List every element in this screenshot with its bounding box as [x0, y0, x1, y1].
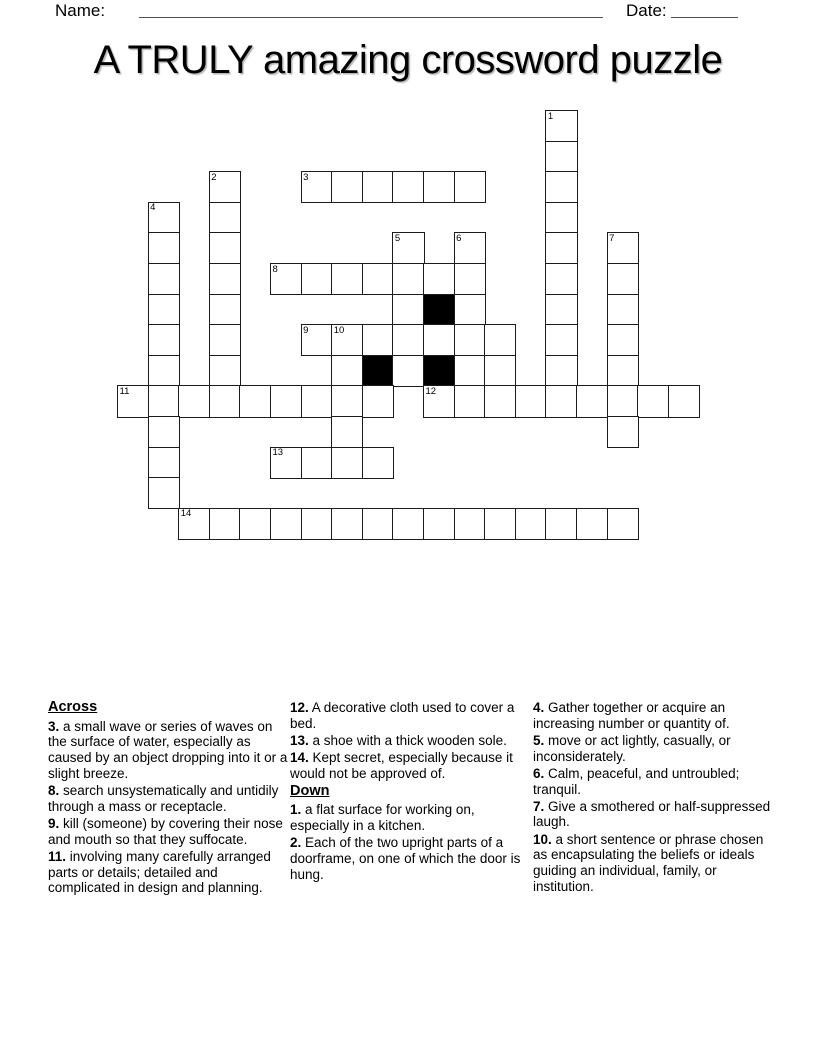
grid-cell[interactable] [301, 324, 333, 356]
grid-cell[interactable] [178, 385, 210, 417]
grid-cell[interactable] [209, 263, 241, 295]
grid-cell[interactable] [148, 447, 180, 479]
grid-cell[interactable] [392, 232, 424, 264]
date-fill-line[interactable] [671, 0, 738, 18]
grid-cell[interactable] [148, 202, 180, 234]
cell-number: 3 [303, 171, 309, 183]
clue-down-10: 10. a short sentence or phrase chosen as encapsulating the beliefs or ideals guiding an individual, family, or institution. [533, 831, 764, 894]
grid-cell[interactable] [392, 263, 424, 295]
grid-cell[interactable] [454, 355, 486, 387]
clue-column-1 [48, 700, 288, 897]
grid-cell[interactable] [454, 324, 486, 356]
grid-cell[interactable] [545, 324, 577, 356]
grid-cell[interactable] [331, 447, 363, 479]
cell-number: 8 [272, 263, 278, 275]
grid-cell[interactable] [362, 324, 394, 356]
grid-cell[interactable] [454, 171, 486, 203]
across-heading: Across [48, 699, 98, 715]
grid-cell[interactable] [607, 263, 639, 295]
cell-number: 2 [211, 171, 217, 183]
cell-number: 5 [394, 232, 401, 244]
grid-cell[interactable] [148, 416, 180, 448]
clue-across-14: 14. Kept secret, especially because it would not be approved of. [290, 750, 513, 781]
cell-number: 7 [609, 232, 615, 244]
grid-cell[interactable] [117, 385, 149, 417]
cell-number: 10 [333, 324, 345, 336]
grid-cell[interactable] [392, 355, 424, 387]
grid-cell[interactable] [301, 171, 333, 203]
grid-cell[interactable] [178, 508, 210, 540]
clue-number: 14. [290, 750, 309, 766]
grid-cell[interactable] [148, 385, 180, 417]
grid-cell[interactable] [270, 447, 302, 479]
cell-number: 6 [456, 232, 462, 244]
clue-down-4: 4. Gather together or acquire an increasing number or quantity of. [533, 700, 730, 731]
grid-cell[interactable] [209, 202, 241, 234]
grid-cell[interactable] [515, 508, 547, 540]
cell-number: 9 [303, 324, 309, 336]
grid-cell[interactable] [301, 263, 333, 295]
grid-cell[interactable] [331, 416, 363, 448]
grid-cell[interactable] [270, 508, 302, 540]
grid-cell[interactable] [331, 508, 363, 540]
grid-cell[interactable] [301, 385, 333, 417]
grid-cell[interactable] [331, 263, 363, 295]
clue-across-3: 3. a small wave or series of waves on the surface of water, especially as caused by an object dropping into it or a slight breeze. [48, 718, 288, 781]
grid-cell[interactable] [301, 447, 333, 479]
clue-across-8: 8. search unsystematically and untidily through a mass or receptacle. [48, 783, 279, 814]
grid-cell[interactable] [270, 263, 302, 295]
grid-cell[interactable] [209, 355, 241, 387]
grid-cell[interactable] [362, 171, 394, 203]
grid-cell[interactable] [545, 508, 577, 540]
clue-number: 5. [533, 732, 545, 748]
grid-cell[interactable] [392, 171, 424, 203]
grid-cell[interactable] [209, 385, 241, 417]
clue-number: 9. [48, 815, 60, 831]
grid-cell[interactable] [423, 171, 455, 203]
grid-cell[interactable] [209, 508, 241, 540]
grid-cell[interactable] [392, 508, 424, 540]
grid-cell[interactable] [148, 477, 180, 509]
grid-cell[interactable] [484, 324, 516, 356]
grid-cell-black [362, 355, 394, 387]
clue-down-5: 5. move or act lightly, casually, or inconsiderately. [533, 732, 731, 764]
cell-number: 11 [119, 385, 130, 397]
page-title: A TRULY amazing crossword puzzle [93, 38, 723, 82]
grid-cell[interactable] [209, 294, 241, 326]
grid-cell[interactable] [331, 171, 363, 203]
grid-cell[interactable] [454, 232, 486, 264]
cell-number: 12 [425, 385, 437, 397]
grid-cell[interactable] [607, 416, 639, 448]
clue-across-13: 13. a shoe with a thick wooden sole. [290, 732, 507, 748]
grid-cell[interactable] [545, 202, 577, 234]
grid-cell[interactable] [607, 508, 639, 540]
date-label: Date: [626, 1, 667, 20]
clue-number: 2. [290, 835, 302, 851]
grid-cell[interactable] [454, 385, 486, 417]
grid-cell[interactable] [454, 508, 486, 540]
grid-cell[interactable] [239, 508, 271, 540]
grid-cell[interactable] [331, 324, 363, 356]
clue-down-6: 6. Calm, peaceful, and untroubled; tranquil. [533, 765, 740, 797]
clue-across-12: 12. A decorative cloth used to cover a bed. [290, 700, 515, 731]
cell-number: 14 [180, 508, 192, 520]
grid-cell[interactable] [392, 324, 424, 356]
grid-cell[interactable] [423, 263, 455, 295]
grid-cell[interactable] [209, 232, 241, 264]
grid-cell[interactable] [454, 263, 486, 295]
clue-across-11: 11. involving many carefully arranged parts or details; detailed and complicated in design and planning. [48, 848, 271, 896]
grid-cell[interactable] [484, 355, 516, 387]
grid-cell[interactable] [607, 355, 639, 387]
name-label: Name: [55, 1, 106, 20]
grid-cell[interactable] [331, 355, 363, 387]
grid-cell[interactable] [607, 294, 639, 326]
clue-number: 7. [533, 798, 545, 814]
grid-cell-black [423, 355, 455, 387]
grid-cell[interactable] [515, 385, 547, 417]
grid-cell-black [423, 294, 455, 326]
grid-cell[interactable] [148, 355, 180, 387]
grid-cell[interactable] [423, 324, 455, 356]
grid-cell[interactable] [362, 385, 394, 417]
grid-cell[interactable] [545, 385, 577, 417]
clue-number: 13. [290, 732, 309, 748]
down-heading: Down [290, 782, 330, 799]
crossword-grid [117, 110, 700, 540]
clue-across-9: 9. kill (someone) by covering their nose and mouth so that they suffocate. [48, 815, 283, 847]
clue-column-3 [533, 700, 773, 896]
clue-number: 10. [533, 831, 552, 847]
clue-number: 3. [48, 718, 60, 734]
grid-cell[interactable] [545, 294, 577, 326]
grid-cell[interactable] [392, 294, 424, 326]
grid-cell[interactable] [148, 294, 180, 326]
grid-cell[interactable] [545, 171, 577, 203]
grid-cell[interactable] [545, 110, 577, 142]
grid-cell[interactable] [148, 263, 180, 295]
grid-cell[interactable] [545, 141, 577, 173]
grid-cell[interactable] [209, 324, 241, 356]
grid-cell[interactable] [148, 232, 180, 264]
grid-cell[interactable] [545, 232, 577, 264]
grid-cell[interactable] [148, 324, 180, 356]
clue-number: 11. [48, 848, 67, 864]
grid-cell[interactable] [239, 385, 271, 417]
grid-cell[interactable] [454, 294, 486, 326]
grid-cell[interactable] [668, 385, 700, 417]
clue-number: 6. [533, 765, 545, 781]
cell-number: 4 [150, 202, 156, 214]
grid-cell[interactable] [301, 508, 333, 540]
name-fill-line[interactable] [139, 0, 603, 18]
grid-cell[interactable] [209, 171, 241, 203]
clue-column-2 [290, 700, 530, 884]
cell-number: 13 [272, 447, 284, 459]
grid-cell[interactable] [607, 324, 639, 356]
clue-number: 12. [290, 700, 309, 715]
grid-cell[interactable] [545, 355, 577, 387]
clue-down-2: 2. Each of the two upright parts of a doorframe, on one of which the door is hung. [290, 835, 521, 882]
grid-cell[interactable] [576, 508, 608, 540]
grid-cell[interactable] [362, 263, 394, 295]
grid-cell[interactable] [423, 385, 455, 417]
grid-cell[interactable] [484, 508, 516, 540]
grid-cell[interactable] [331, 385, 363, 417]
grid-cell[interactable] [607, 232, 639, 264]
clue-number: 1. [290, 802, 302, 818]
clue-number: 4. [533, 700, 545, 715]
grid-cell[interactable] [362, 447, 394, 479]
grid-cell[interactable] [423, 508, 455, 540]
clue-down-7: 7. Give a smothered or half-suppressed laugh. [533, 798, 771, 830]
grid-cell[interactable] [270, 385, 302, 417]
clue-number: 8. [48, 783, 60, 799]
grid-cell[interactable] [607, 385, 639, 417]
grid-cell[interactable] [362, 508, 394, 540]
cell-number: 1 [547, 110, 554, 122]
grid-cell[interactable] [637, 385, 669, 417]
grid-cell[interactable] [545, 263, 577, 295]
clue-down-1: 1. a flat surface for working on, especially in a kitchen. [290, 802, 475, 833]
grid-cell[interactable] [484, 385, 516, 417]
grid-cell[interactable] [576, 385, 608, 417]
